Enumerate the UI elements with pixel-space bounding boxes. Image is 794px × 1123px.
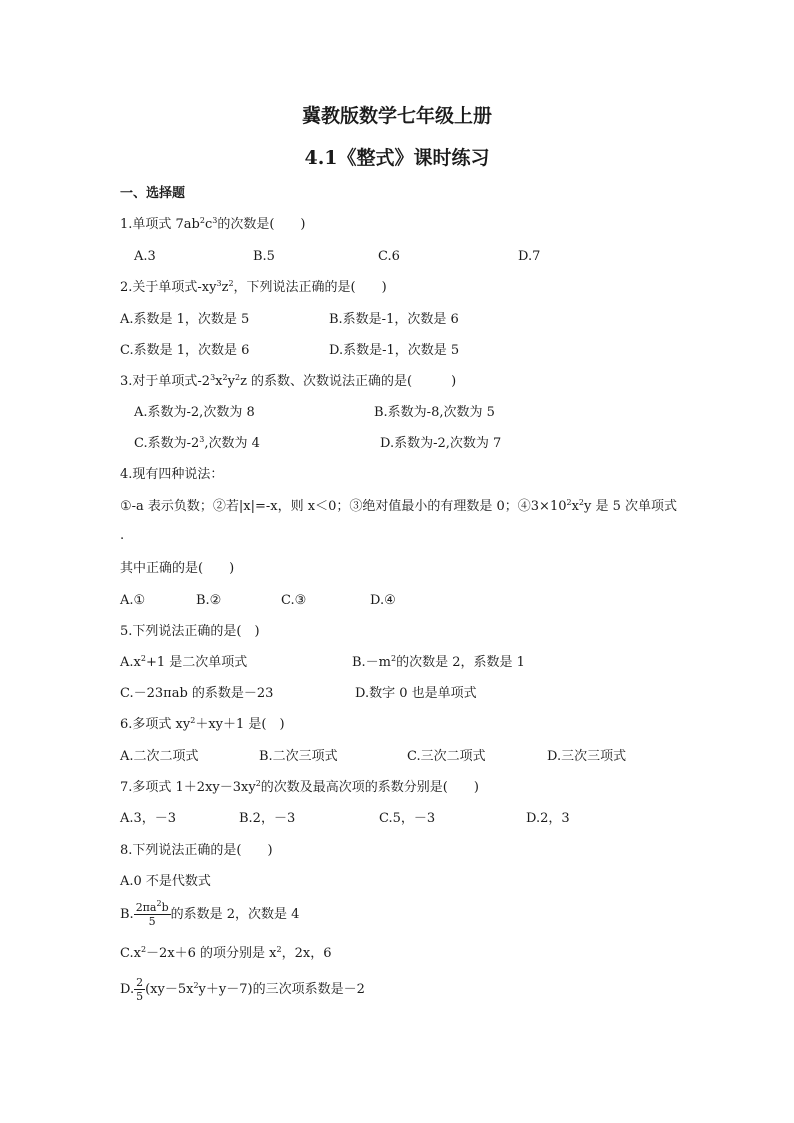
q5-option-a: $A.x^2+1$ 是二次单项式 [120, 654, 248, 670]
q5-option-b: $B.-m^2$的次数是 2，系数是 1 [352, 654, 525, 670]
question-4-stem: 4.现有四种说法： [120, 467, 224, 482]
q1-option-c: C.6 [378, 249, 400, 264]
q4-option-c: C.③ [281, 593, 307, 608]
q4-option-d: D.④ [370, 593, 396, 608]
q3-option-a: A.系数为-2,次数为 8 [134, 405, 255, 420]
q8-b-fraction: $\frac{2\pi a^2b}{5}$ [135, 899, 169, 928]
q8-d-fraction: $\frac{2}{5}$ [136, 976, 144, 1003]
question-4-dot: . [120, 528, 125, 543]
q5-option-c: C.－23πab 的系数是－23 [120, 686, 274, 701]
q2-option-b: B.系数是-1，次数是 6 [329, 312, 459, 327]
q3-option-b: B.系数为-8,次数为 5 [374, 405, 495, 420]
question-7-stem: 7.多项式 $1+2xy-3xy^2$的次数及最高次项的系数分别是( ) [120, 779, 479, 795]
q1-option-d: D.7 [518, 249, 541, 264]
q1-option-a: A.3 [134, 249, 156, 264]
q8-option-d: D. $\frac{2}{5}$ $(xy-5x^2y+y-7)$的三次项系数是－2 [120, 976, 365, 1003]
question-3-stem: 3.对于单项式$-2^3x^2y^2z$ 的系数、次数说法正确的是( ) [120, 373, 457, 389]
q4-option-b: B.② [196, 593, 222, 608]
q2-option-c: C.系数是 1，次数是 6 [120, 343, 250, 358]
q4-option-a: A.① [120, 593, 146, 608]
q6-option-c: C.三次二项式 [407, 749, 486, 764]
q7-option-c: C.5，－3 [379, 811, 436, 826]
q3-option-c: C.系数为$-2^3$,次数为 4 [134, 435, 260, 451]
section-heading: 一、选择题 [120, 186, 186, 201]
q8-option-b: B. $\frac{2\pi a^2b}{5}$ 的系数是 2，次数是 4 [120, 899, 300, 928]
q6-option-b: B.二次三项式 [259, 749, 338, 764]
question-8-stem: 8.下列说法正确的是( ) [120, 843, 273, 858]
q2-option-d: D.系数是-1，次数是 5 [329, 343, 460, 358]
q6-option-d: D.三次三项式 [547, 749, 627, 764]
q7-option-d: D.2，3 [526, 811, 570, 826]
question-1-stem: 1.单项式 $7ab^2c^3$的次数是( ) [120, 216, 306, 232]
q5-option-d: D.数字 0 也是单项式 [355, 686, 477, 701]
q7-option-a: A.3，－3 [120, 811, 177, 826]
q2-option-a: A.系数是 1，次数是 5 [120, 312, 250, 327]
q8-option-a: A.0 不是代数式 [120, 874, 211, 889]
q3-option-d: D.系数为-2,次数为 7 [380, 436, 502, 451]
question-5-stem: 5.下列说法正确的是( ) [120, 624, 260, 639]
q8-option-c: $C.x^2-2x+6$ 的项分别是 $x^2$，2x，6 [120, 945, 332, 961]
doc-subtitle: 4.1《整式》课时练习 [304, 147, 490, 169]
question-4-ask: 其中正确的是( ) [120, 561, 235, 576]
q1-option-b: B.5 [253, 249, 275, 264]
question-4-statements: ①-a 表示负数；②若|x|=-x，则 x＜0；③绝对值最小的有理数是 0；$④3\times 10^2x^2y$ 是 5 次单项式 [120, 498, 678, 514]
question-6-stem: 6.多项式 $xy^2+xy+1$ 是( ) [120, 716, 285, 732]
q7-option-b: B.2，－3 [239, 811, 296, 826]
question-2-stem: 2.关于单项式$-xy^3z^2$，下列说法正确的是( ) [120, 279, 387, 295]
doc-title: 冀教版数学七年级上册 [301, 105, 492, 127]
q6-option-a: A.二次二项式 [120, 749, 199, 764]
